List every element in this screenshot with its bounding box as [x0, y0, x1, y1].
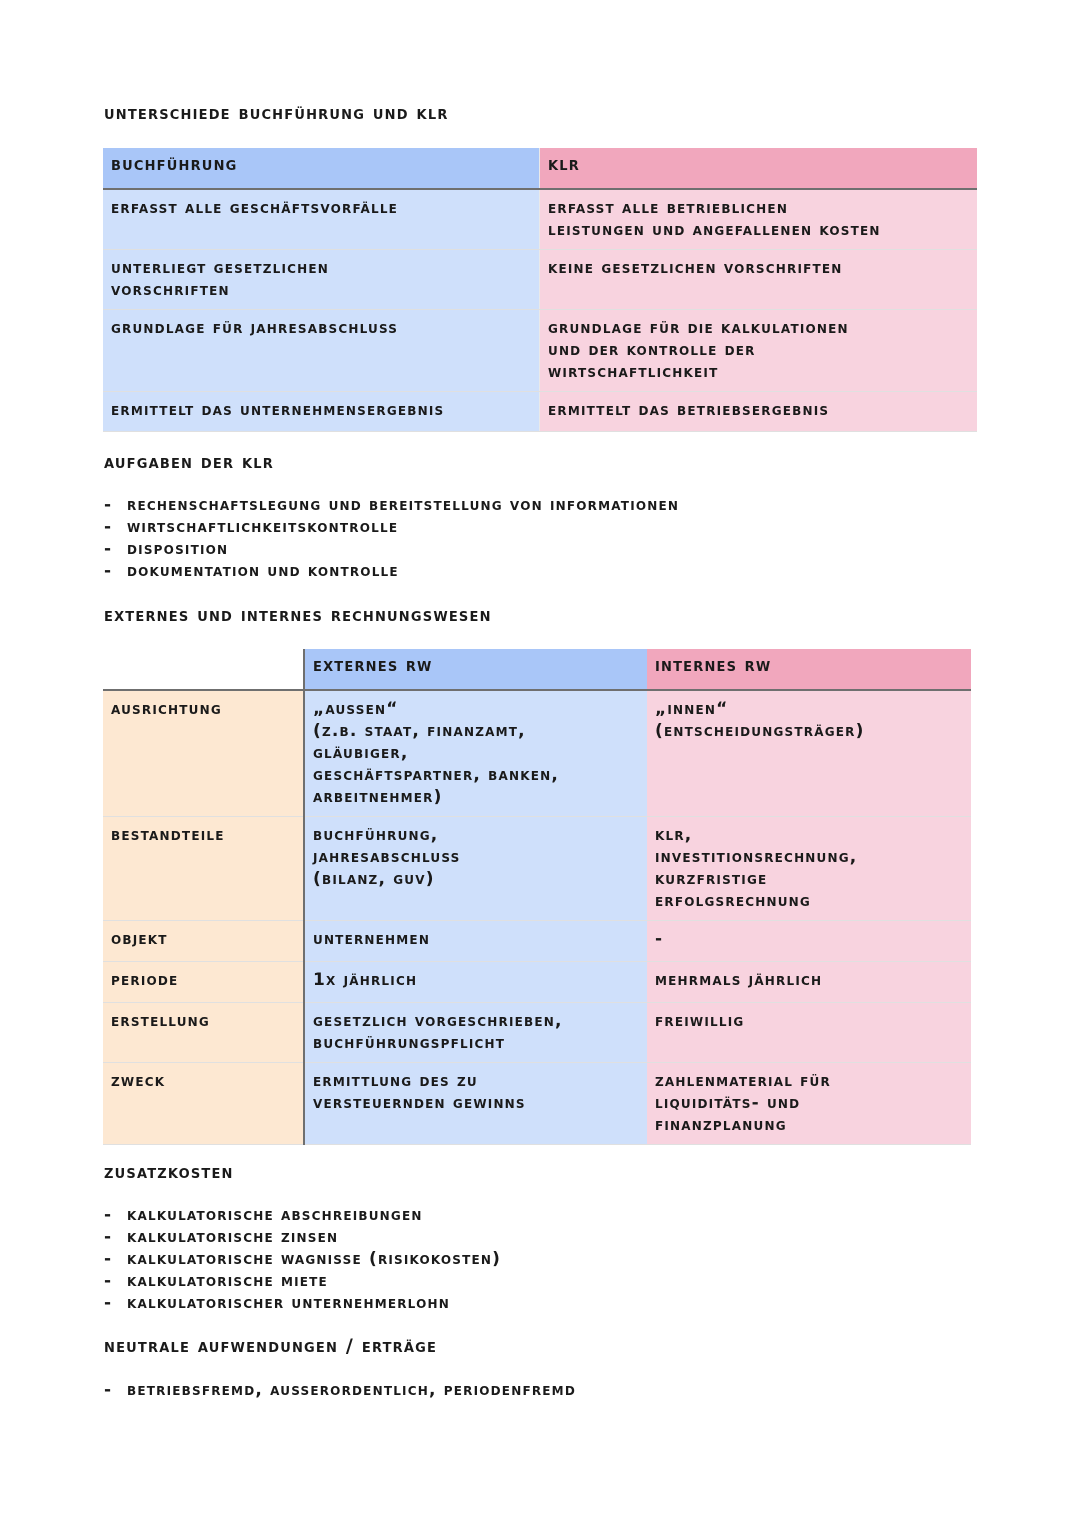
table-header-row [103, 148, 977, 189]
cell-buchfuehrung: ermittelt das unternehmensergebnis [103, 392, 540, 432]
heading-zusatzkosten: zusatzkosten [104, 1161, 234, 1183]
table-row [103, 690, 971, 817]
bullet-dash: - [104, 495, 113, 515]
cell-klr: ermittelt das betriebsergebnis [540, 392, 978, 432]
bullet-dash: - [104, 561, 113, 581]
cell-klr: grundlage für die kalkulationen und der kontrolle der wirtschaftlichkeit [540, 310, 978, 392]
cell-externes: ermittlung des zu versteuernden gewinns [304, 1063, 647, 1145]
cell-buchfuehrung: grundlage für jahresabschluss [103, 310, 540, 392]
cell-internes: freiwillig [647, 1003, 971, 1063]
list-item: - betriebsfremd, ausserordentlich, periodenfremd [104, 1380, 576, 1400]
neutrale-list [104, 1379, 576, 1401]
list-item: - kalkulatorische wagnisse (risikokosten) [104, 1249, 502, 1269]
cell-internes: „innen“ (entscheidungsträger) [647, 690, 971, 817]
cell-externes: buchführung, jahresabschluss (bilanz, guv) [304, 817, 647, 921]
list-item: - kalkulatorische miete [104, 1271, 328, 1291]
header-empty [103, 649, 304, 690]
table-header-row [103, 649, 971, 690]
list-item: - disposition [104, 539, 229, 559]
row-label: ausrichtung [103, 690, 304, 817]
table-row [103, 1003, 971, 1063]
table-row [103, 921, 971, 962]
header-externes: externes rw [304, 649, 647, 690]
cell-internes: - [647, 921, 971, 962]
table-row [103, 817, 971, 921]
cell-externes: unternehmen [304, 921, 647, 962]
cell-internes: mehrmals jährlich [647, 962, 971, 1003]
bullet-dash: - [104, 1271, 113, 1291]
heading-aufgaben: aufgaben der klr [104, 451, 274, 473]
cell-externes: „aussen“ (z.b. staat, finanzamt, gläubiger, geschäftspartner, banken, arbeitnehmer) [304, 690, 647, 817]
list-item: - wirtschaftlichkeitskontrolle [104, 517, 399, 537]
bullet-dash: - [104, 1293, 113, 1313]
cell-externes: gesetzlich vorgeschrieben, buchführungspflicht [304, 1003, 647, 1063]
bullet-dash: - [104, 517, 113, 537]
row-label: periode [103, 962, 304, 1003]
list-item: - kalkulatorische zinsen [104, 1227, 339, 1247]
bullet-dash: - [104, 1227, 113, 1247]
cell-internes: zahlenmaterial für liquiditäts- und finanzplanung [647, 1063, 971, 1145]
aufgaben-list [104, 494, 679, 582]
cell-klr: erfasst alle betrieblichen leistungen und angefallenen kosten [540, 189, 978, 250]
cell-klr: keine gesetzlichen vorschriften [540, 250, 978, 310]
cell-buchfuehrung: erfasst alle geschäftsvorfälle [103, 189, 540, 250]
bullet-dash: - [104, 1380, 113, 1400]
cell-externes: 1x jährlich [304, 962, 647, 1003]
list-item: - kalkulatorischer unternehmerlohn [104, 1293, 450, 1313]
heading-rechnungswesen: externes und internes rechnungswesen [104, 604, 492, 626]
table-row [103, 189, 977, 250]
header-buchfuehrung: buchführung [103, 148, 540, 189]
row-label: erstellung [103, 1003, 304, 1063]
table-row [103, 250, 977, 310]
zusatzkosten-list [104, 1204, 501, 1314]
bullet-dash: - [104, 1249, 113, 1269]
list-item: - kalkulatorische abschreibungen [104, 1205, 423, 1225]
bullet-dash: - [104, 1205, 113, 1225]
row-label: objekt [103, 921, 304, 962]
table-row [103, 962, 971, 1003]
header-internes: internes rw [647, 649, 971, 690]
cell-internes: klr, investitionsrechnung, kurzfristige erfolgsrechnung [647, 817, 971, 921]
table-row [103, 1063, 971, 1145]
heading-neutrale: neutrale aufwendungen / erträge [104, 1335, 438, 1357]
list-item: - rechenschaftslegung und bereitstellung von informationen [104, 495, 680, 515]
table-row [103, 392, 977, 432]
heading-unterschiede: unterschiede buchführung und klr [104, 102, 449, 124]
table-buchfuehrung-klr [103, 148, 977, 432]
table-rechnungswesen [103, 649, 971, 1145]
row-label: bestandteile [103, 817, 304, 921]
bullet-dash: - [104, 539, 113, 559]
table-row [103, 310, 977, 392]
row-label: zweck [103, 1063, 304, 1145]
list-item: - dokumentation und kontrolle [104, 561, 399, 581]
header-klr: klr [540, 148, 978, 189]
cell-buchfuehrung: unterliegt gesetzlichen vorschriften [103, 250, 540, 310]
